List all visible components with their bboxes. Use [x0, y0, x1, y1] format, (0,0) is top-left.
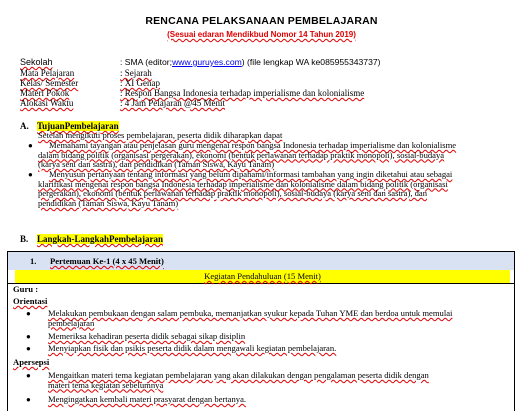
bullet-icon: ●: [28, 170, 33, 179]
meeting-row: [8, 252, 514, 271]
objective-item: [28, 169, 508, 208]
meta-label: Alokasi Waktu: [20, 98, 74, 108]
guru-label: Guru :: [13, 284, 39, 294]
meta-label: Materi Pokok: [20, 88, 70, 98]
meta-value: : XI Genap: [120, 78, 160, 88]
meta-value-suffix: ) (file lengkap WA ke085955343737): [241, 57, 381, 67]
activity-title-row: [8, 270, 514, 284]
orientasi-line: Melakukan pembukaan dengan salam pembuka, memanjatkan syukur kepada Tuhan YME dan berdoa untuk memulai: [48, 308, 453, 318]
meta-value: : Sejarah: [120, 68, 152, 78]
section-b-heading: Langkah-LangkahPembelajaran: [37, 234, 164, 244]
apersepsi-line: Mengaitkan materi tema kegiatan pembelajaran yang akan dilakukan dengan pengalaman peserta didik dengan: [48, 370, 429, 380]
objective-line: pergerakan), ekonomi (bentuk perlawanan terhadap praktik monopoli), sosial-budaya (karya seni dan sastra), dan: [38, 188, 428, 199]
bullet-icon: ●: [26, 332, 31, 341]
meta-label: Kelas/ Semester: [20, 78, 79, 88]
orientasi-line: Menyiapkan fisik dan psikis peserta didik dalam mengawali kegiatan pembelajaran.: [48, 343, 337, 353]
apersepsi-label: Apersepsi: [13, 357, 50, 367]
meta-value: : Respon Bangsa Indonesia terhadap imperialisme dan kolonialisme: [120, 88, 365, 98]
website-link[interactable]: www.guruyes.com: [172, 57, 242, 67]
activity-title: Kegiatan Pendahuluan (15 Menit): [15, 270, 510, 283]
meta-value: : 4 Jam Pelajaran @45 Menit: [120, 98, 226, 108]
apersepsi-item: [26, 394, 506, 405]
objective-line: klarifikasi mengenai respon bangsa Indonesia terhadap imperialisme dan kolonialisme dalam bidang politik (organisasi: [38, 178, 448, 189]
section-a-letter: A.: [20, 121, 29, 131]
meta-value-prefix: : SMA (editor;: [120, 57, 173, 67]
bullet-icon: ●: [26, 371, 31, 380]
orientasi-line: Memeriksa kehadiran peserta didik sebagai sikap disiplin: [48, 331, 246, 341]
objective-line: dalam bidang politik (organisasi pergerakan), ekonomi (bentuk perlawanan terhadap praktik monopoli), sosial-budaya: [38, 149, 445, 160]
meta-value: [120, 57, 381, 67]
lesson-steps-table: [7, 251, 515, 411]
bullet-icon: ●: [26, 309, 31, 318]
objective-line: (karya seni dan sastra), dan pendidikan (Taman Siswa, Kayu Tanam): [38, 159, 275, 170]
objective-item: [28, 140, 508, 170]
objective-line: pendidikan (Taman Siswa, Kayu Tanam): [38, 197, 179, 208]
orientasi-item: [26, 308, 506, 328]
objective-line: Memahami tayangan atau penjelasan guru mengenai respon bangsa Indonesia terhadap imperialisme dan kolonialisme: [49, 140, 457, 150]
bullet-icon: ●: [26, 344, 31, 353]
meta-label: Sekolah: [20, 57, 53, 67]
section-b-letter: B.: [20, 234, 29, 244]
apersepsi-item: [26, 370, 506, 390]
meeting-number: 1.: [30, 256, 37, 266]
apersepsi-line: materi tema kegiatan sebelumnya: [48, 379, 164, 390]
orientasi-line: pembelajaran: [48, 317, 95, 328]
orientasi-item: [26, 343, 506, 354]
meeting-label: Pertemuan Ke-1 (4 x 45 Menit): [50, 256, 164, 266]
meta-label: Mata Pelajaran: [20, 68, 75, 78]
apersepsi-line: Mengingatkan kembali materi prasyarat dengan bertanya.: [48, 394, 247, 404]
document-title: RENCANA PELAKSANAAN PEMBELAJARAN: [145, 15, 378, 27]
bullet-icon: ●: [28, 141, 33, 150]
document-subtitle: (Sesuai edaran Mendikbud Nomor 14 Tahun 2019): [167, 30, 356, 39]
orientasi-label: Orientasi: [13, 296, 48, 306]
bullet-icon: ●: [26, 395, 31, 404]
section-a-heading: TujuanPembelajaran: [37, 121, 119, 131]
orientasi-item: [26, 331, 506, 342]
objective-line: Menyusun pertanyaan tentang informasi yang belum dipahami/informasi tambahan yang ingin diketahui atau sebagai: [49, 169, 453, 179]
section-a-intro: Setelah mengikuti proses pembelajaran, peserta didik diharapkan dapat: [38, 130, 283, 140]
